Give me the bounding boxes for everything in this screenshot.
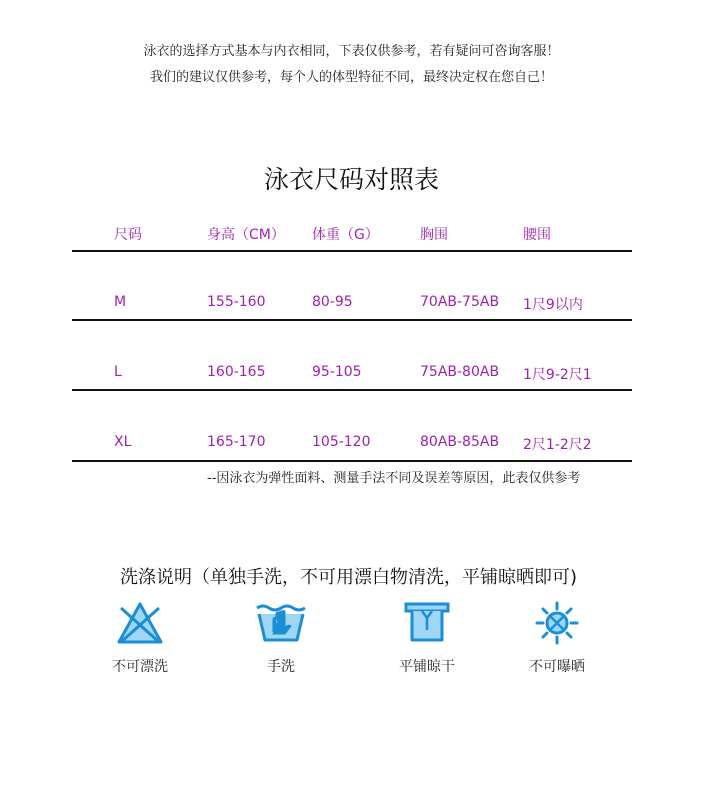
dry-flat-item <box>367 600 487 676</box>
cell-size: XL <box>114 434 132 450</box>
hand-wash-icon <box>253 600 309 646</box>
intro-line-2: 我们的建议仅供参考，每个人的体型特征不同，最终决定权在您自己！ <box>149 70 553 85</box>
dry-flat-label: 平铺晾干 <box>399 659 455 675</box>
cell-size: M <box>114 294 127 310</box>
cell-waist: 2尺1-2尺2 <box>523 437 592 453</box>
no-bleach-item <box>80 600 200 676</box>
table-row <box>72 434 632 458</box>
no-sun-item <box>497 600 617 676</box>
header-size: 尺码 <box>114 227 142 243</box>
page-title: 泳衣尺码对照表 <box>263 165 439 194</box>
no-sun-icon <box>532 600 582 646</box>
intro-line-1: 泳衣的选择方式基本与内衣相同，下表仅供参考，若有疑问可咨询客服！ <box>143 44 560 59</box>
table-rule <box>72 460 632 462</box>
cell-weight: 105-120 <box>312 434 371 450</box>
no-sun-label: 不可曝晒 <box>529 659 585 675</box>
table-header-row <box>72 224 632 248</box>
cell-waist: 1尺9-2尺1 <box>523 367 592 383</box>
table-rule <box>72 389 632 391</box>
header-waist: 腰围 <box>523 227 551 243</box>
hand-wash-label: 手洗 <box>267 659 295 675</box>
table-row <box>72 364 632 388</box>
cell-weight: 95-105 <box>312 364 362 380</box>
cell-waist: 1尺9以内 <box>523 297 583 313</box>
no-bleach-label: 不可漂洗 <box>112 659 168 675</box>
cell-bust: 75AB-80AB <box>420 364 500 380</box>
cell-bust: 70AB-75AB <box>420 294 500 310</box>
cell-bust: 80AB-85AB <box>420 434 500 450</box>
table-rule <box>72 319 632 321</box>
header-weight: 体重（G） <box>312 227 379 243</box>
washing-title: 洗涤说明（单独手洗，不可用漂白物清洗，平铺晾晒即可) <box>120 567 578 588</box>
table-rule <box>72 250 632 252</box>
cell-size: L <box>114 364 122 380</box>
cell-height: 155-160 <box>207 294 266 310</box>
hand-wash-item <box>221 600 341 676</box>
dry-flat-icon <box>402 600 452 646</box>
cell-height: 160-165 <box>207 364 266 380</box>
table-row <box>72 294 632 318</box>
header-bust: 胸围 <box>420 227 448 243</box>
no-bleach-icon <box>115 600 165 646</box>
header-height: 身高（CM） <box>207 227 285 243</box>
cell-weight: 80-95 <box>312 294 353 310</box>
table-note: --因泳衣为弹性面料、测量手法不同及误差等原因，此表仅供参考 <box>207 471 581 486</box>
cell-height: 165-170 <box>207 434 266 450</box>
